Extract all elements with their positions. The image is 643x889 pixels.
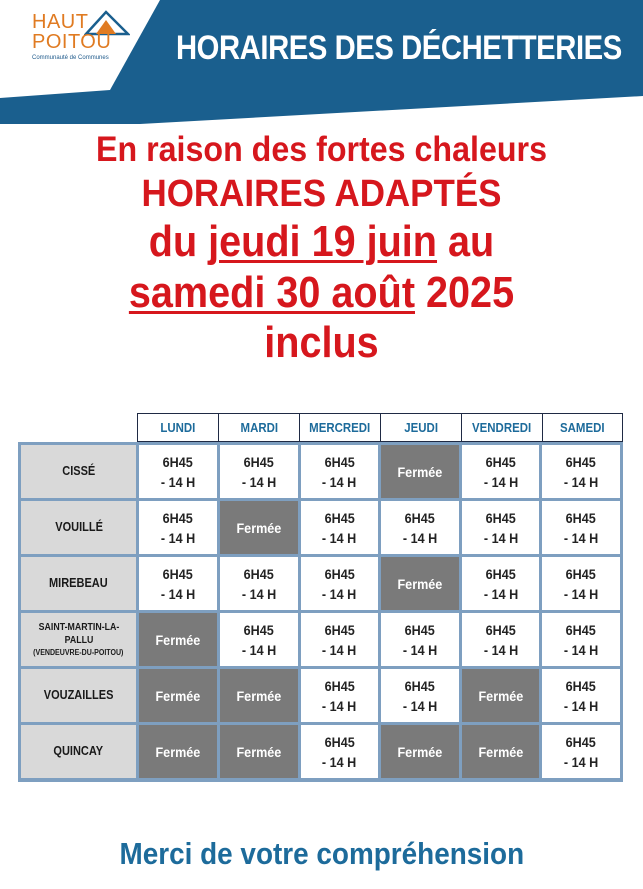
opening-time: 6H45 [566, 453, 597, 470]
hours-cell [301, 669, 379, 722]
hours-cell [462, 501, 540, 554]
column-header-vendredi: VENDREDI [461, 413, 542, 442]
closing-time: - 14 H [161, 529, 196, 546]
closed-label: Fermée [236, 687, 282, 704]
opening-time: 6H45 [485, 621, 516, 638]
closed-cell [139, 613, 217, 666]
end-date: samedi 30 août [128, 268, 416, 317]
hours-cell [542, 725, 620, 778]
hours-cell [220, 557, 298, 610]
closed-label: Fermée [155, 743, 201, 760]
hours-cell [301, 445, 379, 498]
opening-time: 6H45 [404, 509, 436, 526]
opening-time: 6H45 [566, 621, 597, 638]
hours-cell [542, 501, 620, 554]
closing-time: - 14 H [564, 529, 599, 546]
opening-time: 6H45 [485, 509, 516, 526]
table-row [21, 725, 620, 778]
start-date: jeudi 19 juin [208, 217, 438, 266]
hours-cell [381, 501, 459, 554]
table-row [21, 557, 620, 610]
site-name: VOUILLÉ [54, 520, 103, 534]
logo-word-poitou: POITOU [32, 31, 112, 53]
opening-time: 6H45 [243, 621, 274, 638]
table-row [21, 613, 620, 666]
closing-time: - 14 H [483, 585, 518, 602]
opening-time: 6H45 [404, 621, 436, 638]
closing-time: - 14 H [322, 641, 357, 658]
closing-time: - 14 H [322, 585, 357, 602]
closed-label: Fermée [478, 743, 523, 760]
table-row [21, 669, 620, 722]
announcement-line-2: HORAIRES ADAPTÉS [141, 173, 502, 215]
closing-time: - 14 H [483, 529, 518, 546]
hours-cell [381, 613, 459, 666]
closed-cell [381, 445, 459, 498]
closing-time: - 14 H [241, 641, 276, 658]
closing-time: - 14 H [483, 473, 518, 490]
opening-time: 6H45 [485, 565, 516, 582]
heat-announcement [0, 128, 643, 368]
closed-label: Fermée [397, 743, 443, 760]
hours-cell [301, 613, 379, 666]
closed-cell [220, 501, 298, 554]
closing-time: - 14 H [322, 473, 357, 490]
closing-time: - 14 H [322, 529, 357, 546]
hours-cell [542, 445, 620, 498]
hours-cell [462, 557, 540, 610]
site-name: MIREBEAU [49, 576, 109, 590]
hours-cell [139, 445, 217, 498]
announcement-au: au [437, 217, 495, 266]
opening-time: 6H45 [163, 509, 194, 526]
announcement-prefix: du [148, 217, 209, 266]
haut-poitou-logo [26, 8, 136, 74]
opening-time: 6H45 [324, 677, 355, 694]
closing-time: - 14 H [564, 585, 599, 602]
closing-time: - 14 H [483, 641, 518, 658]
thanks-message [0, 834, 643, 874]
closed-label: Fermée [236, 743, 282, 760]
hours-cell [542, 669, 620, 722]
site-subname: (VENDEUVRE-DU-POITOU) [33, 647, 124, 657]
thanks-text: Merci de votre compréhension [119, 836, 524, 871]
closed-cell [462, 725, 540, 778]
closing-time: - 14 H [241, 473, 276, 490]
closed-cell [381, 725, 459, 778]
opening-time: 6H45 [324, 733, 355, 750]
site-name-cell [21, 557, 136, 610]
closing-time: - 14 H [564, 641, 599, 658]
closed-cell [220, 669, 298, 722]
end-year: 2025 [415, 268, 515, 317]
day-header-row [137, 413, 623, 442]
closing-time: - 14 H [402, 641, 438, 658]
closed-label: Fermée [478, 687, 523, 704]
hours-cell [301, 557, 379, 610]
hours-cell [462, 613, 540, 666]
closing-time: - 14 H [322, 697, 357, 714]
announcement-line-3 [32, 216, 611, 268]
opening-time: 6H45 [324, 565, 355, 582]
opening-time: 6H45 [566, 677, 597, 694]
site-name: CISSÉ [62, 464, 96, 478]
hours-cell [381, 669, 459, 722]
hours-cell [462, 445, 540, 498]
site-name-cell [21, 501, 136, 554]
opening-time: 6H45 [566, 565, 597, 582]
closing-time: - 14 H [564, 473, 599, 490]
closed-cell [381, 557, 459, 610]
table-row [21, 445, 620, 498]
opening-time: 6H45 [324, 453, 355, 470]
closing-time: - 14 H [322, 753, 357, 770]
opening-time: 6H45 [163, 565, 194, 582]
opening-time: 6H45 [566, 509, 597, 526]
hours-cell [301, 725, 379, 778]
column-header-mardi: MARDI [218, 413, 299, 442]
closing-time: - 14 H [564, 697, 599, 714]
hours-cell [220, 445, 298, 498]
opening-time: 6H45 [404, 677, 436, 694]
column-header-lundi: LUNDI [137, 413, 218, 442]
closed-label: Fermée [155, 631, 201, 648]
closed-label: Fermée [155, 687, 201, 704]
page-title: HORAIRES DES DÉCHETTERIES [176, 29, 622, 67]
announcement-line-1: En raison des fortes chaleurs [96, 130, 547, 169]
closing-time: - 14 H [402, 529, 438, 546]
site-name: QUINCAY [53, 744, 104, 758]
announcement-line-5: inclus [264, 318, 379, 367]
opening-time: 6H45 [243, 453, 274, 470]
site-name-cell [21, 669, 136, 722]
column-header-samedi: SAMEDI [542, 413, 623, 442]
closing-time: - 14 H [402, 697, 438, 714]
opening-time: 6H45 [163, 453, 194, 470]
site-name: VOUZAILLES [43, 688, 114, 702]
opening-time: 6H45 [485, 453, 516, 470]
opening-time: 6H45 [243, 565, 274, 582]
hours-cell [301, 501, 379, 554]
site-name-cell [21, 445, 136, 498]
closing-time: - 14 H [161, 473, 196, 490]
closing-time: - 14 H [564, 753, 599, 770]
hours-cell [220, 613, 298, 666]
opening-time: 6H45 [324, 621, 355, 638]
hours-cell [139, 557, 217, 610]
column-header-jeudi: JEUDI [380, 413, 461, 442]
table-row [21, 501, 620, 554]
closing-time: - 14 H [241, 585, 276, 602]
logo-word-haut: HAUT [32, 11, 89, 33]
closing-time: - 14 H [161, 585, 196, 602]
opening-time: 6H45 [566, 733, 597, 750]
closed-cell [220, 725, 298, 778]
column-header-mercredi: MERCREDI [299, 413, 380, 442]
site-name: SAINT-MARTIN-LA-PALLU [38, 621, 120, 646]
hours-cell [542, 557, 620, 610]
closed-cell [139, 669, 217, 722]
site-name-cell [21, 613, 136, 666]
opening-time: 6H45 [324, 509, 355, 526]
closed-label: Fermée [397, 463, 443, 480]
closed-cell [139, 725, 217, 778]
site-name-cell [21, 725, 136, 778]
logo-tagline: Communauté de Communes [32, 55, 109, 61]
hours-cell [139, 501, 217, 554]
hours-cell [542, 613, 620, 666]
closed-label: Fermée [397, 575, 443, 592]
schedule-grid [18, 442, 623, 782]
closed-label: Fermée [236, 519, 282, 536]
closed-cell [462, 669, 540, 722]
announcement-line-4 [32, 268, 611, 318]
